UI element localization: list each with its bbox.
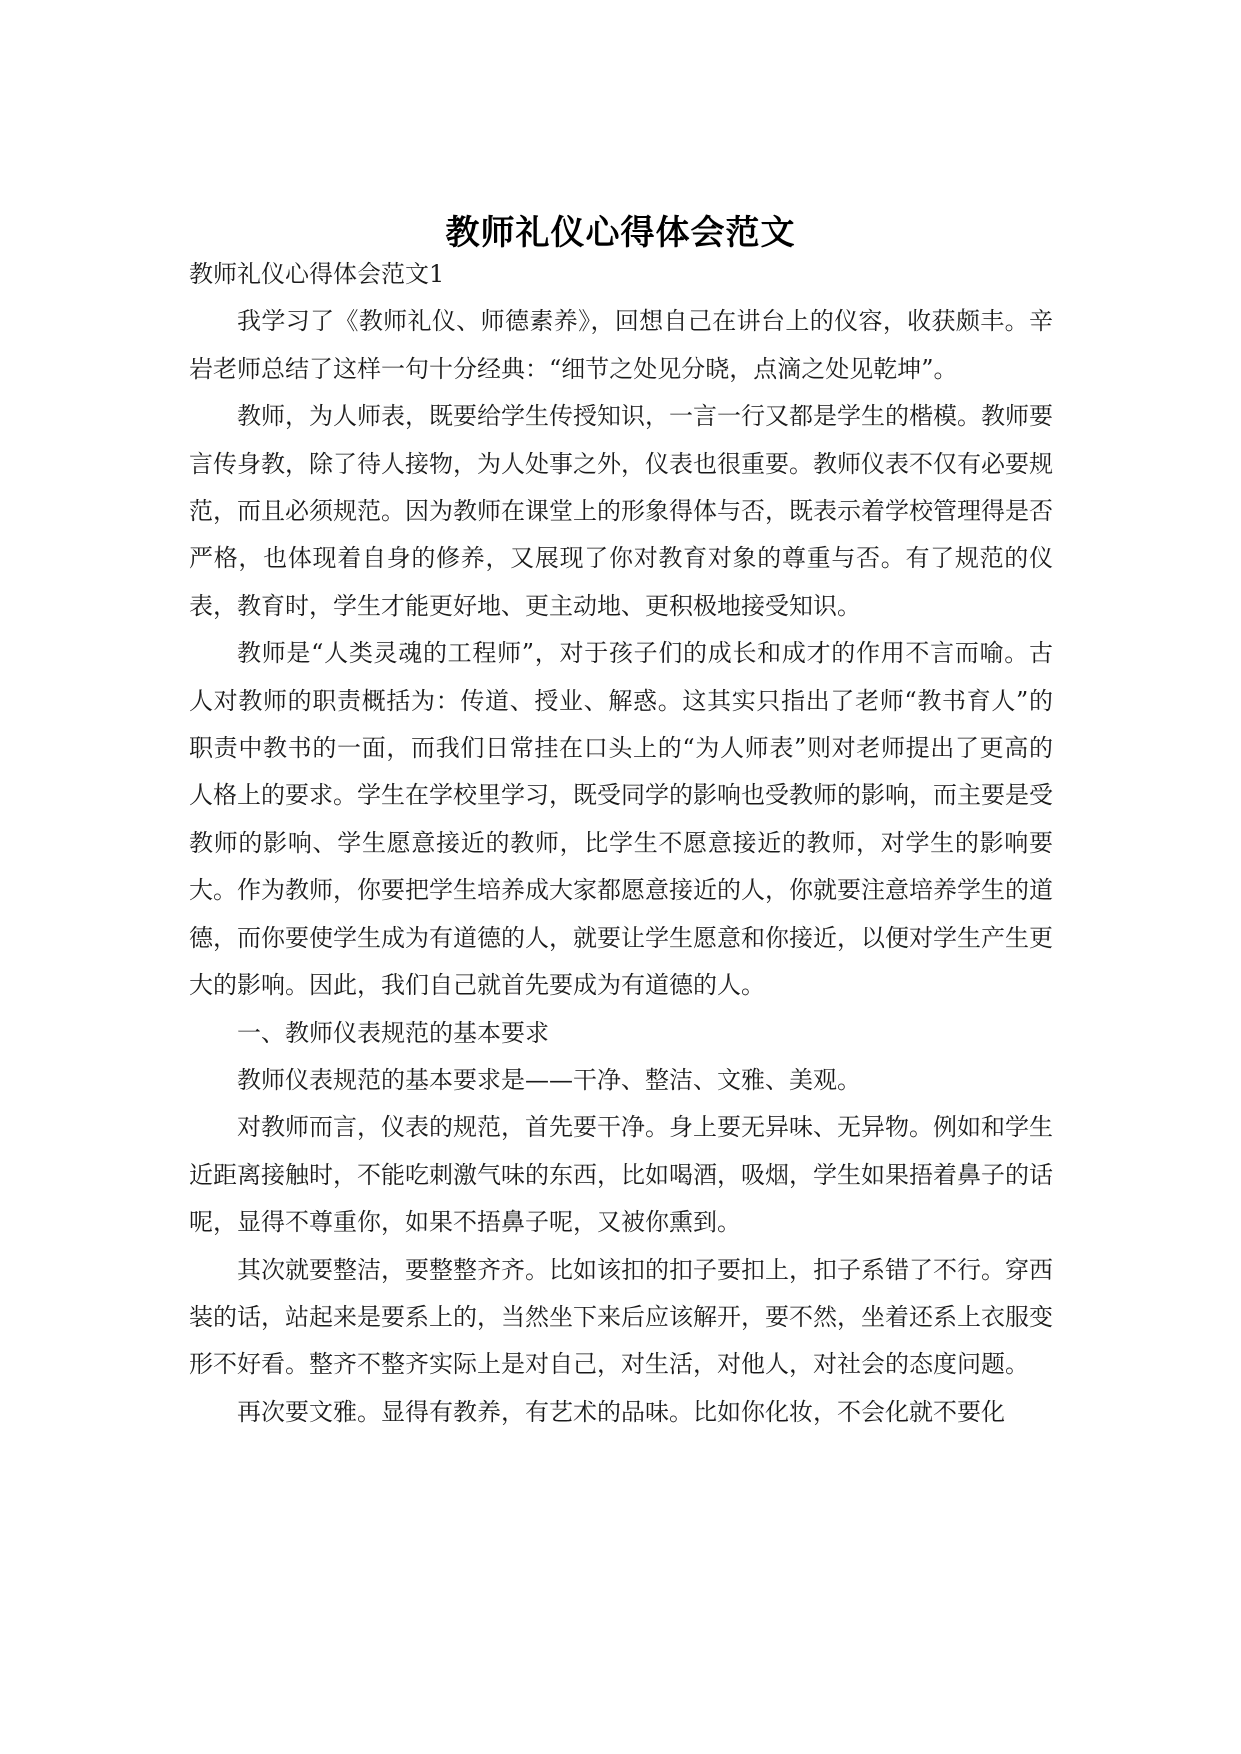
body-paragraph: 教师是“人类灵魂的工程师”，对于孩子们的成长和成才的作用不言而喻。古人对教师的职责概括为：传道、授业、解惑。这其实只指出了老师“教书育人”的职责中教书的一面，而我们日常挂在口头上的“为人师表”则对老师提出了更高的人格上的要求。学生在学校里学习，既受同学的影响也受教师的影响，而主要是受教师的影响、学生愿意接近的教师，比学生不愿意接近的教师，对学生的影响要大。作为教师，你要把学生培养成大家都愿意接近的人，你就要注意培养学生的道德，而你要使学生成为有道德的人，就要让学生愿意和你接近，以便对学生产生更大的影响。因此，我们自己就首先要成为有道德的人。	[189, 639, 1053, 1000]
body-paragraph: 其次就要整洁，要整整齐齐。比如该扣的扣子要扣上，扣子系错了不行。穿西装的话，站起来是要系上的，当然坐下来后应该解开，要不然，坐着还系上衣服变形不好看。整齐不整齐实际上是对自己，对生活，对他人，对社会的态度问题。	[189, 1255, 1053, 1379]
body-paragraph: 对教师而言，仪表的规范，首先要干净。身上要无异味、无异物。例如和学生近距离接触时，不能吃刺激气味的东西，比如喝酒，吸烟，学生如果捂着鼻子的话呢，显得不尊重你，如果不捂鼻子呢，又被你熏到。	[189, 1113, 1053, 1237]
section-heading: 教师礼仪心得体会范文1	[189, 260, 445, 288]
body-paragraph: 教师仪表规范的基本要求是——干净、整洁、文雅、美观。	[237, 1065, 861, 1094]
document-title: 教师礼仪心得体会范文	[445, 212, 796, 253]
body-paragraph: 我学习了《教师礼仪、师德素养》，回想自己在讲台上的仪容，收获颇丰。辛岩老师总结了这样一句十分经典：“细节之处见分晓，点滴之处见乾坤”。	[189, 307, 1053, 383]
body-paragraph: 教师，为人师表，既要给学生传授知识，一言一行又都是学生的楷模。教师要言传身教，除了待人接物，为人处事之外，仪表也很重要。教师仪表不仅有必要规范，而且必须规范。因为教师在课堂上的形象得体与否，既表示着学校管理得是否严格，也体现着自身的修养，又展现了你对教育对象的尊重与否。有了规范的仪表，教育时，学生才能更好地、更主动地、更积极地接受知识。	[189, 402, 1053, 620]
body-paragraph: 一、教师仪表规范的基本要求	[237, 1018, 549, 1047]
body-paragraph: 再次要文雅。显得有教养，有艺术的品味。比如你化妆，不会化就不要化	[237, 1397, 1005, 1426]
document-body	[189, 251, 1053, 1436]
